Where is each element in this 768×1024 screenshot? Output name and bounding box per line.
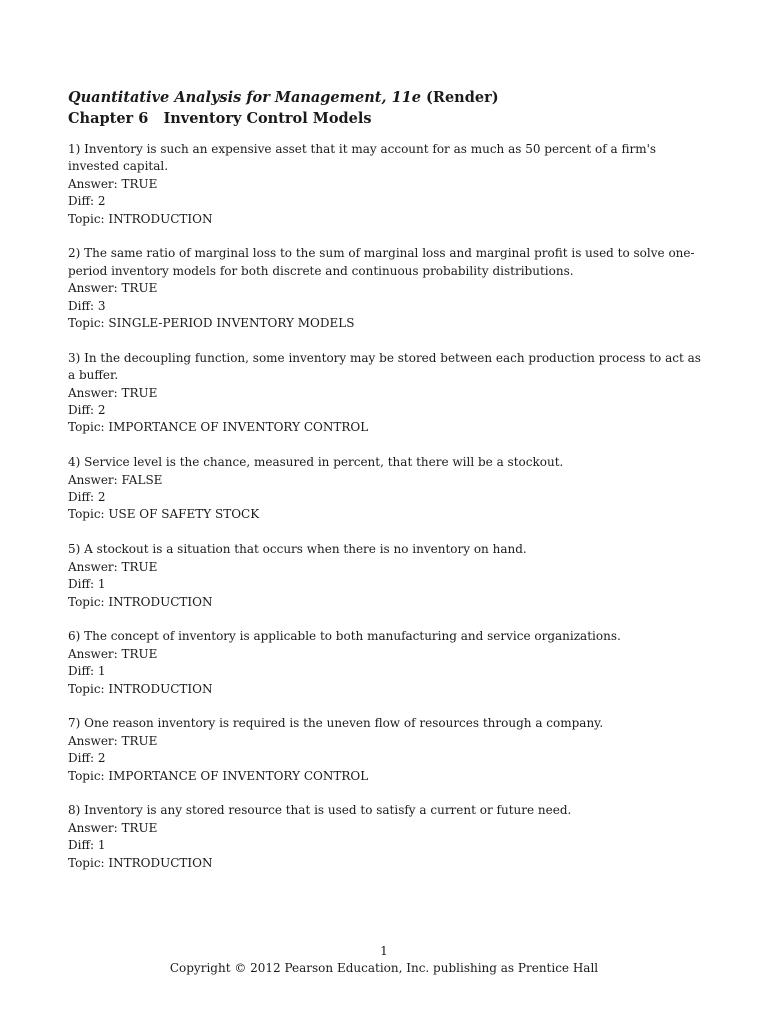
question-topic: Topic: INTRODUCTION [68, 211, 213, 226]
question-answer: Answer: TRUE [68, 733, 158, 748]
question-text: 7) One reason inventory is required is the uneven flow of resources through a company. [68, 716, 604, 731]
question-text: 4) Service level is the chance, measured in percent, that there will be a stockout. [68, 455, 564, 470]
question-text: 3) In the decoupling function, some inventory may be stored between each production process to act as a buffer. [68, 350, 701, 383]
question-list [68, 141, 708, 872]
question-item [68, 628, 708, 698]
question-answer: Answer: TRUE [68, 385, 158, 400]
question-topic: Topic: INTRODUCTION [68, 681, 213, 696]
question-item [68, 454, 708, 524]
question-topic: Topic: IMPORTANCE OF INVENTORY CONTROL [68, 420, 369, 435]
question-text: 6) The concept of inventory is applicable to both manufacturing and service organizations. [68, 629, 621, 644]
question-topic: Topic: IMPORTANCE OF INVENTORY CONTROL [68, 768, 369, 783]
question-text: 1) Inventory is such an expensive asset that it may account for as much as 50 percent of a firm's invested capital. [68, 142, 657, 174]
question-difficulty: Diff: 2 [68, 490, 106, 505]
question-topic: Topic: SINGLE-PERIOD INVENTORY MODELS [68, 316, 355, 331]
book-title [68, 88, 708, 108]
question-difficulty: Diff: 3 [68, 298, 106, 313]
question-difficulty: Diff: 2 [68, 194, 106, 209]
question-item [68, 715, 708, 785]
question-item [68, 141, 708, 228]
chapter-title: Chapter 6 Inventory Control Models [68, 110, 372, 127]
question-text: 2) The same ratio of marginal loss to the sum of marginal loss and marginal profit is used to solve one-period inventory models for both discrete and continuous probability distributions. [68, 246, 695, 278]
question-answer: Answer: TRUE [68, 281, 158, 296]
question-topic: Topic: USE OF SAFETY STOCK [68, 507, 260, 522]
question-text: 5) A stockout is a situation that occurs when there is no inventory on hand. [68, 542, 527, 557]
question-item [68, 541, 708, 611]
question-answer: Answer: TRUE [68, 646, 158, 661]
page-number: 1 [380, 944, 388, 958]
question-item [68, 350, 708, 437]
copyright-notice: Copyright © 2012 Pearson Education, Inc. publishing as Prentice Hall [169, 961, 599, 975]
question-topic: Topic: INTRODUCTION [68, 855, 213, 870]
question-topic: Topic: INTRODUCTION [68, 594, 213, 609]
question-text: 8) Inventory is any stored resource that is used to satisfy a current or future need. [68, 803, 572, 818]
question-difficulty: Diff: 1 [68, 838, 106, 853]
question-difficulty: Diff: 2 [68, 751, 106, 766]
question-difficulty: Diff: 1 [68, 664, 106, 679]
question-answer: Answer: TRUE [68, 559, 158, 574]
question-answer: Answer: TRUE [68, 176, 158, 191]
question-answer: Answer: FALSE [68, 472, 163, 487]
book-title-text: Quantitative Analysis for Management, 11e [68, 89, 421, 106]
question-difficulty: Diff: 2 [68, 403, 106, 418]
question-item [68, 245, 708, 332]
question-item [68, 802, 708, 872]
question-difficulty: Diff: 1 [68, 577, 106, 592]
question-answer: Answer: TRUE [68, 820, 158, 835]
book-author: (Render) [426, 89, 499, 106]
document-page [68, 88, 708, 889]
